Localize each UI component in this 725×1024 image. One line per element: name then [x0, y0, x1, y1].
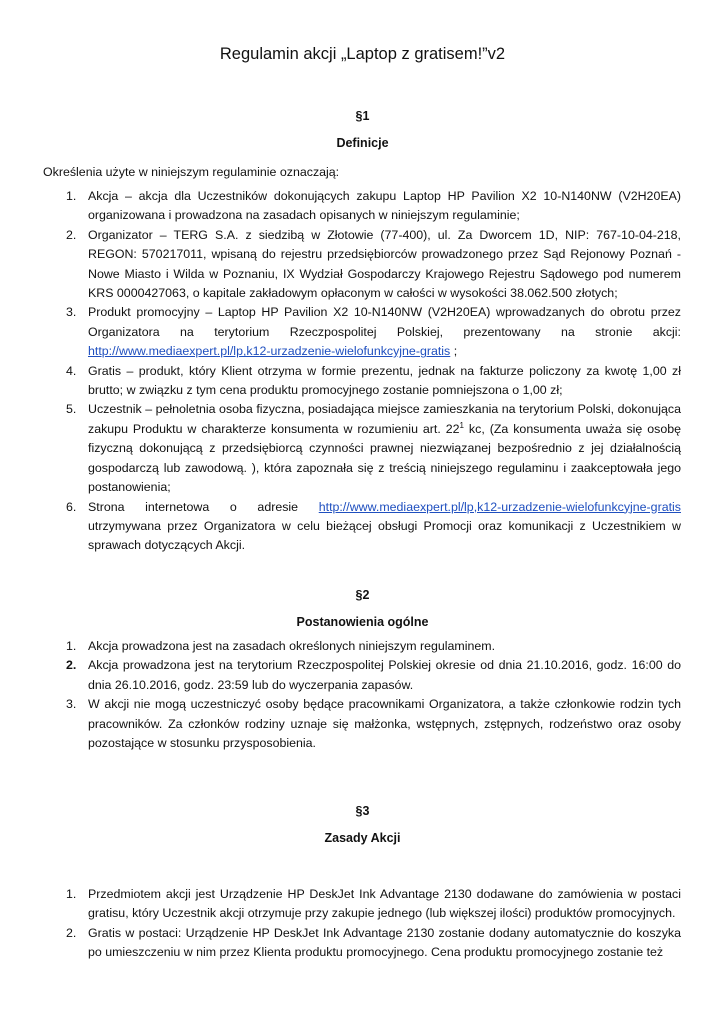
- section-2-number: §2: [355, 588, 370, 602]
- item-number: 3.: [66, 697, 77, 712]
- section-1-intro: Określenia użyte w niniejszym regulaminie oznaczają:: [43, 165, 340, 179]
- list-item: [0, 226, 681, 304]
- list-item: [0, 885, 681, 924]
- item-text: Gratis w postaci: Urządzenie HP DeskJet Ink Advantage 2130 zostanie dodany automatycznie do koszyka po umieszczeniu w nim przez Klienta produktu promocyjnego. Cena produktu promocyjnego zostanie też: [88, 925, 681, 960]
- list-item: [0, 303, 681, 361]
- item-number: 6.: [66, 499, 77, 514]
- definitions-list: [0, 187, 725, 556]
- item-text: Organizator – TERG S.A. z siedzibą w Złotowie (77-400), ul. Za Dworcem 1D, NIP: 767-10-04-218, REGON: 570217011, wpisaną do rejestru przedsiębiorców prowadzonego przez Sąd Rejonowy Poznań - Nowe Miasto i Wilda w Poznaniu, IX Wydział Gospodarczy Krajowego Rejestru Sądowego pod numerem KRS 0000427063, o kapitale zakładowym opłaconym w całości w wysokości 38.062.500 złotych;: [88, 227, 681, 301]
- item-number: 1.: [66, 887, 77, 901]
- section-1-number: §1: [355, 109, 370, 123]
- website-link[interactable]: http://www.mediaexpert.pl/lp,k12-urzadzenie-wielofunkcyjne-gratis: [318, 499, 681, 514]
- item-number: 2.: [66, 658, 77, 673]
- item-number: 4.: [66, 363, 77, 378]
- section-2-heading: Postanowienia ogólne: [296, 615, 429, 629]
- item-text-after: utrzymywana przez Organizatora w celu bieżącej obsługi Promocji oraz komunikacji z Uczestnikiem w sprawach dotyczących Akcji.: [88, 518, 681, 553]
- item-text: Akcja prowadzona jest na terytorium Rzeczpospolitej Polskiej okresie od dnia 21.10.2016, godz. 16:00 do dnia 26.10.2016, godz. 23:59 lub do wyczerpania zapasów.: [88, 658, 681, 692]
- list-item: [0, 187, 681, 226]
- footnote-superscript: 1: [459, 420, 464, 430]
- item-text: Strona internetowa o adresie: [88, 499, 319, 514]
- item-number: 1.: [66, 639, 77, 653]
- section-1-heading: Definicje: [336, 136, 389, 150]
- item-text: W akcji nie mogą uczestniczyć osoby będące pracownikami Organizatora, a także członkowie rodzin tych pracowników. Za członków rodziny uznaje się małżonka, wstępnych, zstępnych, rodzeństwo oraz osoby pozostające w stosunku przysposobienia.: [88, 697, 681, 751]
- item-text-continued: kc, (Za konsumenta uważa się osobę fizyczną dokonującą z przedsiębiorcą czynności prawnej niezwiązanej bezpośrednio z jej działalnością gospodarczą lub zawodową. ), która zapoznała się z treścią niniejszego regulaminu i zaakceptowała jego postanowienia;: [88, 421, 681, 495]
- promo-page-link[interactable]: http://www.mediaexpert.pl/lp,k12-urzadzenie-wielofunkcyjne-gratis: [88, 344, 451, 359]
- item-number: 5.: [66, 402, 77, 417]
- item-number: 2.: [66, 925, 77, 940]
- list-item: [0, 362, 681, 401]
- item-number: 3.: [66, 305, 77, 320]
- item-text: Akcja – akcja dla Uczestników dokonujących zakupu Laptop HP Pavilion X2 10-N140NW (V2H20EA) organizowana i prowadzona na zasadach opisanych w niniejszym regulaminie;: [88, 189, 681, 223]
- item-text-after: ;: [450, 344, 458, 359]
- item-number: 1.: [66, 189, 77, 203]
- section-3-number: §3: [355, 804, 370, 818]
- item-text: Produkt promocyjny – Laptop HP Pavilion X2 10-N140NW (V2H20EA) wprowadzanych do obrotu przez Organizatora na terytorium Rzeczpospolitej Polskiej, prezentowany na stronie akcji:: [88, 305, 681, 339]
- item-text: Przedmiotem akcji jest Urządzenie HP DeskJet Ink Advantage 2130 dodawane do zamówienia w postaci gratisu, który Uczestnik akcji otrzymuje przy zakupie jednego (lub większej ilości) produktów promocyjnych.: [88, 887, 681, 921]
- list-item: [0, 498, 681, 556]
- list-item: [0, 400, 681, 497]
- list-item: [0, 656, 681, 695]
- document-title: Regulamin akcji „Laptop z gratisem!”v2: [219, 45, 506, 63]
- general-provisions-list: [0, 637, 725, 753]
- item-text: Uczestnik – pełnoletnia osoba fizyczna, posiadająca miejsce zamieszkania na terytorium Polski, dokonująca zakupu Produktu w charakterze konsumenta w rozumieniu art. 22: [88, 402, 681, 436]
- list-item: [0, 637, 681, 656]
- rules-list: [0, 885, 725, 963]
- item-text: Gratis – produkt, który Klient otrzyma w formie prezentu, jednak na fakturze policzony za kwotę 1,00 zł brutto; w związku z tym cena produktu promocyjnego zostanie pomniejszona o 1,00 zł;: [88, 363, 681, 398]
- list-item: [0, 695, 681, 753]
- item-text: Akcja prowadzona jest na zasadach określonych niniejszym regulaminem.: [88, 639, 496, 653]
- section-3-heading: Zasady Akcji: [324, 831, 401, 845]
- list-item: [0, 924, 681, 963]
- item-number: 2.: [66, 227, 77, 242]
